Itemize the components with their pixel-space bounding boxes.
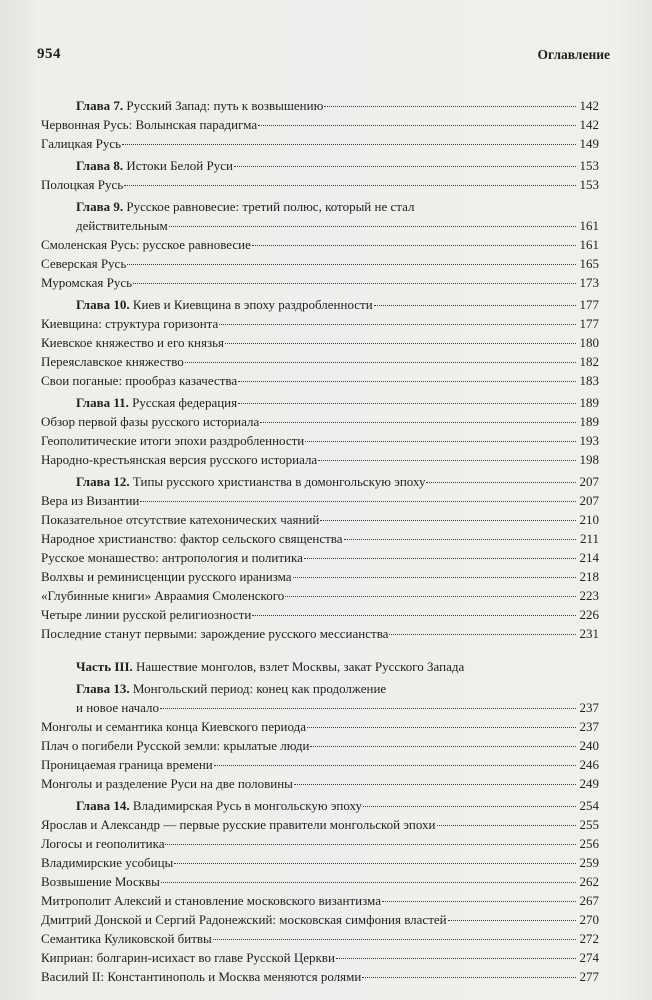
- dot-leader: [448, 920, 576, 921]
- entry-title: [41, 967, 361, 986]
- toc-entry[interactable]: [41, 755, 599, 774]
- entry-title: [41, 510, 319, 529]
- section-title: Четыре линии русской религиозности: [41, 607, 252, 622]
- dot-leader: [362, 977, 576, 978]
- page-ref: 161: [579, 218, 599, 233]
- toc-entry[interactable]: [41, 736, 599, 755]
- toc-entry[interactable]: [41, 717, 599, 736]
- dot-leader: [363, 806, 576, 807]
- section-title: Логосы и геополитика: [41, 836, 165, 851]
- section-title: Семантика Куликовской битвы: [41, 931, 212, 946]
- dot-leader: [336, 958, 576, 959]
- section-title: Возвышение Москвы: [41, 874, 160, 889]
- chapter-group: [41, 393, 599, 469]
- section-title: Владимирские усобицы: [41, 855, 174, 870]
- dot-leader: [310, 746, 576, 747]
- chapter-group: [41, 197, 599, 292]
- dot-leader: [133, 283, 576, 284]
- section-title: Киевщина: структура горизонта: [41, 316, 219, 331]
- toc-entry[interactable]: [41, 834, 599, 853]
- chapter-title: Русское равновесие: третий полюс, который не стал: [126, 199, 415, 214]
- entry-title: [76, 393, 237, 412]
- page-ref: 153: [579, 177, 599, 192]
- page-ref: 177: [579, 297, 599, 312]
- page-ref: 274: [579, 950, 599, 965]
- page-ref: 240: [579, 738, 599, 753]
- chapter-group: [41, 679, 599, 793]
- section-title: Вера из Византии: [41, 493, 140, 508]
- part-heading-group: [41, 657, 599, 676]
- dot-leader: [234, 166, 576, 167]
- entry-title: [41, 314, 218, 333]
- dot-leader: [318, 460, 576, 461]
- dot-leader: [426, 482, 576, 483]
- section-title: Переяславское княжество: [41, 354, 184, 369]
- page-ref: 214: [579, 550, 599, 565]
- entry-title: [76, 96, 323, 115]
- dot-leader: [258, 125, 576, 126]
- entry-title: [41, 333, 224, 352]
- page-ref: 153: [579, 158, 599, 173]
- entry-title: [41, 624, 388, 643]
- page-ref: 207: [579, 474, 599, 489]
- dot-leader: [238, 381, 576, 382]
- toc-entry[interactable]: [41, 371, 599, 390]
- toc-entry[interactable]: [41, 333, 599, 352]
- page-ref: 259: [579, 855, 599, 870]
- section-title: Дмитрий Донской и Сергий Радонежский: московская симфония властей: [41, 912, 447, 927]
- entry-title: [41, 431, 304, 450]
- dot-leader: [225, 343, 576, 344]
- toc-entry[interactable]: [41, 586, 599, 605]
- chapter-title-cont: действительным: [76, 218, 168, 233]
- entry-title: [41, 910, 447, 929]
- chapter-title: Русская федерация: [132, 395, 238, 410]
- entry-title: [41, 736, 309, 755]
- chapter-number: Глава 11.: [76, 395, 129, 410]
- page-ref: 193: [579, 433, 599, 448]
- chapter-group: [41, 96, 599, 153]
- section-title: Народное христианство: фактор сельского священства: [41, 531, 343, 546]
- chapter-title: Типы русского христианства в домонгольскую эпоху: [132, 474, 426, 489]
- dot-leader: [165, 844, 576, 845]
- entry-title: [41, 450, 317, 469]
- entry-title: [41, 853, 173, 872]
- chapter-number: Глава 13.: [76, 681, 130, 696]
- entry-title: [41, 371, 237, 390]
- chapter-heading[interactable]: [41, 156, 599, 175]
- entry-title: [76, 295, 373, 314]
- section-title: «Глубинные книги» Авраамия Смоленского: [41, 588, 285, 603]
- toc-entry[interactable]: [41, 774, 599, 793]
- chapter-heading-cont[interactable]: [41, 698, 599, 717]
- page-ref: 246: [579, 757, 599, 772]
- page-ref: 223: [579, 588, 599, 603]
- dot-leader: [185, 362, 576, 363]
- page-ref: 149: [579, 136, 599, 151]
- toc-entry[interactable]: [41, 491, 599, 510]
- entry-title: [41, 567, 292, 586]
- dot-leader: [305, 441, 576, 442]
- chapter-heading[interactable]: [41, 679, 599, 698]
- page-ref: 210: [579, 512, 599, 527]
- dot-leader: [160, 708, 576, 709]
- toc-entry[interactable]: [41, 548, 599, 567]
- page-ref: 211: [579, 531, 599, 546]
- chapter-title: Русский Запад: путь к возвышению: [126, 98, 324, 113]
- dot-leader: [285, 596, 576, 597]
- page-ref: 218: [579, 569, 599, 584]
- entry-title: [41, 929, 212, 948]
- section-title: Муромская Русь: [41, 275, 133, 290]
- entry-title: [76, 197, 414, 216]
- entry-title: [41, 755, 213, 774]
- chapter-number: Глава 9.: [76, 199, 124, 214]
- page-ref: 237: [579, 700, 599, 715]
- toc-entry[interactable]: [41, 967, 599, 986]
- toc-entry[interactable]: [41, 175, 599, 194]
- entry-title: [76, 698, 159, 717]
- toc-entry[interactable]: [41, 529, 599, 548]
- page-number: 954: [37, 46, 61, 62]
- dot-leader: [307, 727, 576, 728]
- chapter-heading[interactable]: [41, 197, 599, 216]
- entry-title: [41, 586, 284, 605]
- toc-entry[interactable]: [41, 853, 599, 872]
- dot-leader: [437, 825, 576, 826]
- section-title: Плач о погибели Русской земли: крылатые люди: [41, 738, 310, 753]
- section-title: Киевское княжество и его князья: [41, 335, 225, 350]
- section-title: Обзор первой фазы русского историала: [41, 414, 260, 429]
- chapter-heading[interactable]: [41, 295, 599, 314]
- entry-title: [41, 529, 343, 548]
- page-ref: 254: [579, 798, 599, 813]
- section-title: Василий II: Константинополь и Москва меняются ролями: [41, 969, 362, 984]
- chapter-group: [41, 295, 599, 390]
- section-title: Монголы и разделение Руси на две половины: [41, 776, 293, 791]
- section-title: Русское монашество: антропология и политика: [41, 550, 303, 565]
- chapter-number: Глава 12.: [76, 474, 130, 489]
- page-ref: 177: [579, 316, 599, 331]
- page-ref: 277: [579, 969, 599, 984]
- section-title: Полоцкая Русь: [41, 177, 124, 192]
- chapter-number: Глава 7.: [76, 98, 124, 113]
- entry-title: [41, 891, 381, 910]
- dot-leader: [324, 106, 576, 107]
- page-ref: 270: [579, 912, 599, 927]
- chapter-number: Глава 10.: [76, 297, 130, 312]
- chapter-heading-cont[interactable]: [41, 216, 599, 235]
- dot-leader: [219, 324, 576, 325]
- dot-leader: [374, 305, 576, 306]
- dot-leader: [169, 226, 576, 227]
- chapter-group: [41, 472, 599, 643]
- entry-title: [41, 254, 126, 273]
- page-ref: 262: [579, 874, 599, 889]
- toc-entry[interactable]: [41, 134, 599, 153]
- toc-entry[interactable]: [41, 948, 599, 967]
- entry-title: [41, 548, 303, 567]
- entry-title: [41, 815, 436, 834]
- page-ref: 237: [579, 719, 599, 734]
- page-ref: 165: [579, 256, 599, 271]
- chapter-title: Киев и Киевщина в эпоху раздробленности: [132, 297, 373, 312]
- toc-entry[interactable]: [41, 352, 599, 371]
- entry-title: [41, 115, 257, 134]
- page-ref: 189: [579, 395, 599, 410]
- page-ref: 231: [579, 626, 599, 641]
- section-title: Северская Русь: [41, 256, 127, 271]
- dot-leader: [304, 558, 576, 559]
- toc-entry[interactable]: [41, 624, 599, 643]
- dot-leader: [122, 144, 576, 145]
- toc-entry[interactable]: [41, 314, 599, 333]
- chapter-title: Монгольский период: конец как продолжение: [132, 681, 387, 696]
- section-title: Киприан: болгарин-исихаст во главе Русской Церкви: [41, 950, 335, 965]
- toc-entry[interactable]: [41, 891, 599, 910]
- page-ref: 182: [579, 354, 599, 369]
- page-ref: 183: [579, 373, 599, 388]
- toc-entry[interactable]: [41, 815, 599, 834]
- entry-title: [76, 156, 233, 175]
- toc-entry[interactable]: [41, 450, 599, 469]
- page-ref: 226: [579, 607, 599, 622]
- page-ref: 207: [579, 493, 599, 508]
- page-ref: 173: [579, 275, 599, 290]
- chapter-title: Истоки Белой Руси: [126, 158, 233, 173]
- toc-entry[interactable]: [41, 910, 599, 929]
- chapter-group: [41, 156, 599, 194]
- dot-leader: [382, 901, 576, 902]
- section-title: Смоленская Русь: русское равновесие: [41, 237, 251, 252]
- dot-leader: [213, 939, 576, 940]
- section-title: Ярослав и Александр — первые русские правители монгольской эпохи: [41, 817, 436, 832]
- entry-title: [76, 796, 362, 815]
- page-ref: 161: [579, 237, 599, 252]
- toc-entry[interactable]: [41, 431, 599, 450]
- running-head: Оглавление: [537, 47, 610, 62]
- dot-leader: [174, 863, 576, 864]
- toc-entry[interactable]: [41, 567, 599, 586]
- dot-leader: [252, 245, 576, 246]
- chapter-number: Глава 8.: [76, 158, 124, 173]
- dot-leader: [238, 403, 576, 404]
- chapter-group: [41, 796, 599, 986]
- toc-entry[interactable]: [41, 235, 599, 254]
- toc-entry[interactable]: [41, 510, 599, 529]
- chapter-number: Глава 14.: [76, 798, 130, 813]
- entry-title: [41, 872, 160, 891]
- chapter-title-cont: и новое начало: [76, 700, 160, 715]
- page-ref: 256: [579, 836, 599, 851]
- dot-leader: [214, 765, 576, 766]
- toc-entry[interactable]: [41, 273, 599, 292]
- page-ref: 272: [579, 931, 599, 946]
- entry-title: [41, 774, 293, 793]
- dot-leader: [161, 882, 576, 883]
- entry-title: [41, 273, 132, 292]
- entry-title: [76, 472, 425, 491]
- section-title: Червонная Русь: Волынская парадигма: [41, 117, 258, 132]
- entry-title: [76, 216, 168, 235]
- chapter-heading[interactable]: [41, 96, 599, 115]
- dot-leader: [127, 264, 576, 265]
- section-title: Геополитические итоги эпохи раздробленности: [41, 433, 305, 448]
- dot-leader: [124, 185, 576, 186]
- section-title: Свои поганые: прообраз казачества: [41, 373, 238, 388]
- toc-entry[interactable]: [41, 605, 599, 624]
- dot-leader: [320, 520, 576, 521]
- section-title: Монголы и семантика конца Киевского периода: [41, 719, 306, 734]
- page-ref: 142: [579, 98, 599, 113]
- page-ref: 189: [579, 414, 599, 429]
- part-heading[interactable]: [41, 657, 599, 676]
- section-title: Показательное отсутствие катехонических чаяний: [41, 512, 320, 527]
- entry-title: [76, 679, 386, 698]
- dot-leader: [389, 634, 576, 635]
- chapter-heading[interactable]: [41, 472, 599, 491]
- dot-leader: [140, 501, 576, 502]
- entry-title: [41, 834, 164, 853]
- entry-title: [41, 605, 251, 624]
- dot-leader: [344, 539, 576, 540]
- section-title: Последние станут первыми: зарождение русского мессианства: [41, 626, 389, 641]
- toc-entry[interactable]: [41, 254, 599, 273]
- chapter-heading[interactable]: [41, 796, 599, 815]
- page-ref: 249: [579, 776, 599, 791]
- part-number: Часть III.: [76, 659, 133, 674]
- entry-title: [41, 948, 335, 967]
- entry-title: [41, 352, 184, 371]
- section-title: Галицкая Русь: [41, 136, 122, 151]
- section-title: Проницаемая граница времени: [41, 757, 213, 772]
- entry-title: [41, 134, 121, 153]
- chapter-heading[interactable]: [41, 393, 599, 412]
- page-ref: 198: [579, 452, 599, 467]
- dot-leader: [252, 615, 576, 616]
- entry-title: [41, 175, 123, 194]
- dot-leader: [260, 422, 576, 423]
- entry-title: [41, 491, 139, 510]
- toc-entry[interactable]: [41, 872, 599, 891]
- page-ref: 142: [579, 117, 599, 132]
- section-title: Митрополит Алексий и становление московского византизма: [41, 893, 381, 908]
- toc-entry[interactable]: [41, 115, 599, 134]
- page-ref: 180: [579, 335, 599, 350]
- section-title: Волхвы и реминисценции русского иранизма: [41, 569, 292, 584]
- section-title: Народно-крестьянская версия русского историала: [41, 452, 318, 467]
- chapter-title: Владимирская Русь в монгольскую эпоху: [132, 798, 363, 813]
- entry-title: [41, 412, 259, 431]
- toc-entry[interactable]: [41, 929, 599, 948]
- page-ref: 267: [579, 893, 599, 908]
- table-of-contents: [41, 96, 599, 989]
- dot-leader: [294, 784, 576, 785]
- entry-title: [41, 717, 306, 736]
- entry-title: [41, 235, 251, 254]
- toc-entry[interactable]: [41, 412, 599, 431]
- dot-leader: [293, 577, 576, 578]
- page-ref: 255: [579, 817, 599, 832]
- part-title: Нашествие монголов, взлет Москвы, закат Русского Запада: [136, 659, 465, 674]
